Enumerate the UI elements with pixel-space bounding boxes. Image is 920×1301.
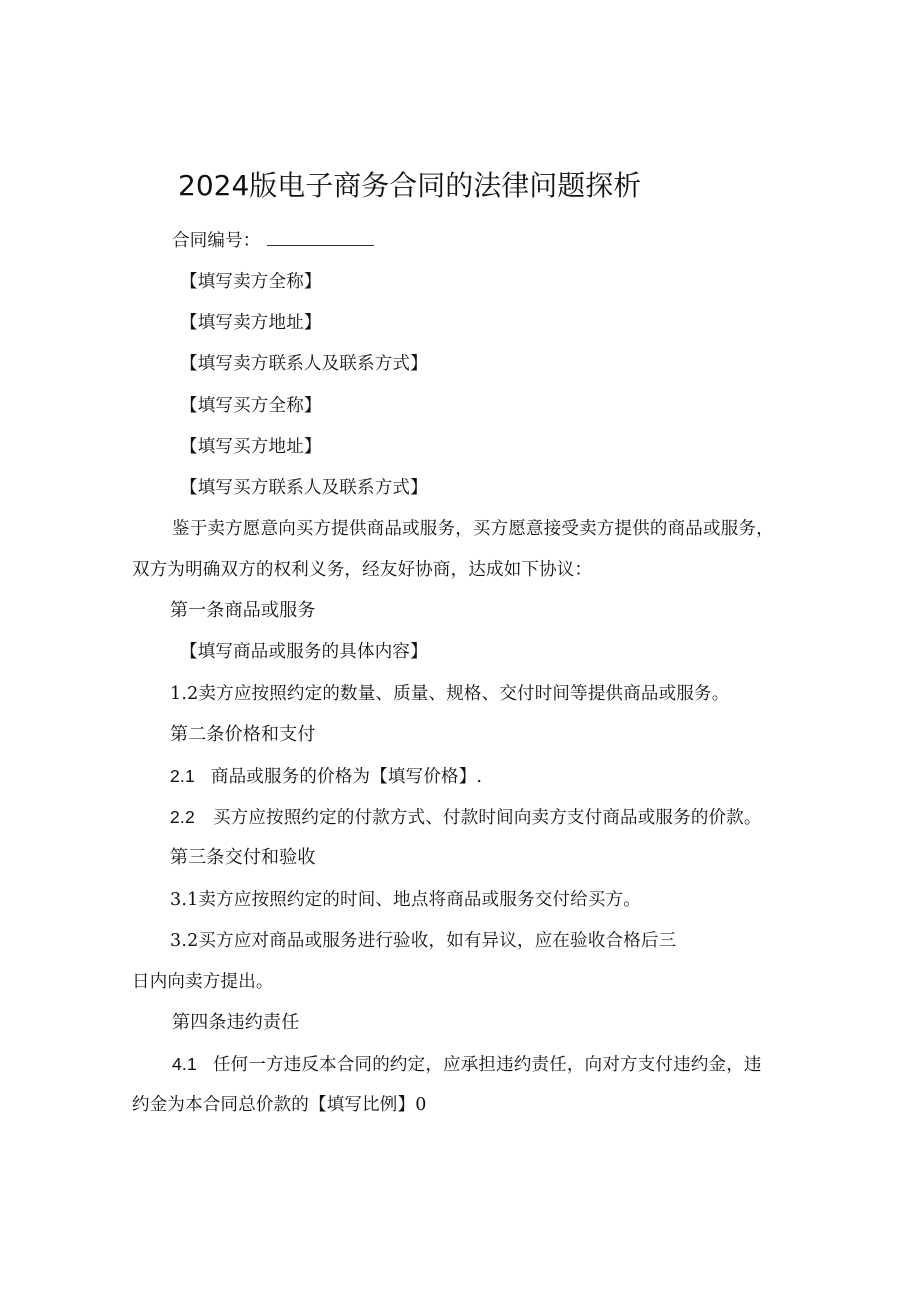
clause-3-2-line-2: 日内向卖方提出。 <box>132 972 274 992</box>
buyer-name-field: 【填写买方全称】 <box>180 396 322 416</box>
clause-4-1-line-1 <box>172 1052 762 1077</box>
seller-name-field: 【填写卖方全称】 <box>180 272 322 292</box>
clause-2-2 <box>170 805 762 830</box>
buyer-address-field: 【填写买方地址】 <box>180 437 322 457</box>
article-2-heading: 第二条价格和支付 <box>170 724 316 745</box>
clause-3-2-line-1: 3.2买方应对商品或服务进行验收，如有异议，应在验收合格后三 <box>170 931 677 951</box>
seller-contact-field: 【填写卖方联系人及联系方式】 <box>180 354 428 374</box>
clause-2-1-text: 商品或服务的价格为【填写价格】. <box>210 767 483 787</box>
clause-2-2-number: 2.2 <box>170 807 195 827</box>
article-1-heading: 第一条商品或服务 <box>170 600 316 621</box>
article-3-heading: 第三条交付和验收 <box>170 847 316 868</box>
clause-3-1: 3.1卖方应按照约定的时间、地点将商品或服务交付给买方。 <box>170 890 641 910</box>
buyer-contact-field: 【填写买方联系人及联系方式】 <box>180 478 428 498</box>
contract-number-blank[interactable] <box>267 231 374 246</box>
article-4-heading: 第四条违约责任 <box>172 1012 300 1033</box>
clause-1-2: 1.2卖方应按照约定的数量、质量、规格、交付时间等提供商品或服务。 <box>170 684 730 704</box>
clause-2-2-text: 买方应按照约定的付款方式、付款时间向卖方支付商品或服务的价款。 <box>212 808 762 828</box>
article-1-content: 【填写商品或服务的具体内容】 <box>180 642 428 662</box>
preamble-line-2: 双方为明确双方的权利义务，经友好协商，达成如下协议： <box>132 560 593 580</box>
contract-number-label: 合同编号： <box>172 231 261 251</box>
clause-2-1-number: 2.1 <box>170 766 195 786</box>
document-title: 2024版电子商务合同的法律问题探析 <box>178 169 642 202</box>
preamble-line-1: 鉴于卖方愿意向买方提供商品或服务，买方愿意接受卖方提供的商品或服务， <box>172 519 774 539</box>
clause-2-1 <box>170 764 482 789</box>
clause-4-1-line-2: 约金为本合同总价款的【填写比例】0 <box>132 1095 427 1115</box>
seller-address-field: 【填写卖方地址】 <box>180 313 322 333</box>
contract-number-row <box>172 229 374 253</box>
clause-4-1-number: 4.1 <box>172 1054 197 1074</box>
clause-4-1-text: 任何一方违反本合同的约定，应承担违约责任，向对方支付违约金，违 <box>212 1055 762 1075</box>
